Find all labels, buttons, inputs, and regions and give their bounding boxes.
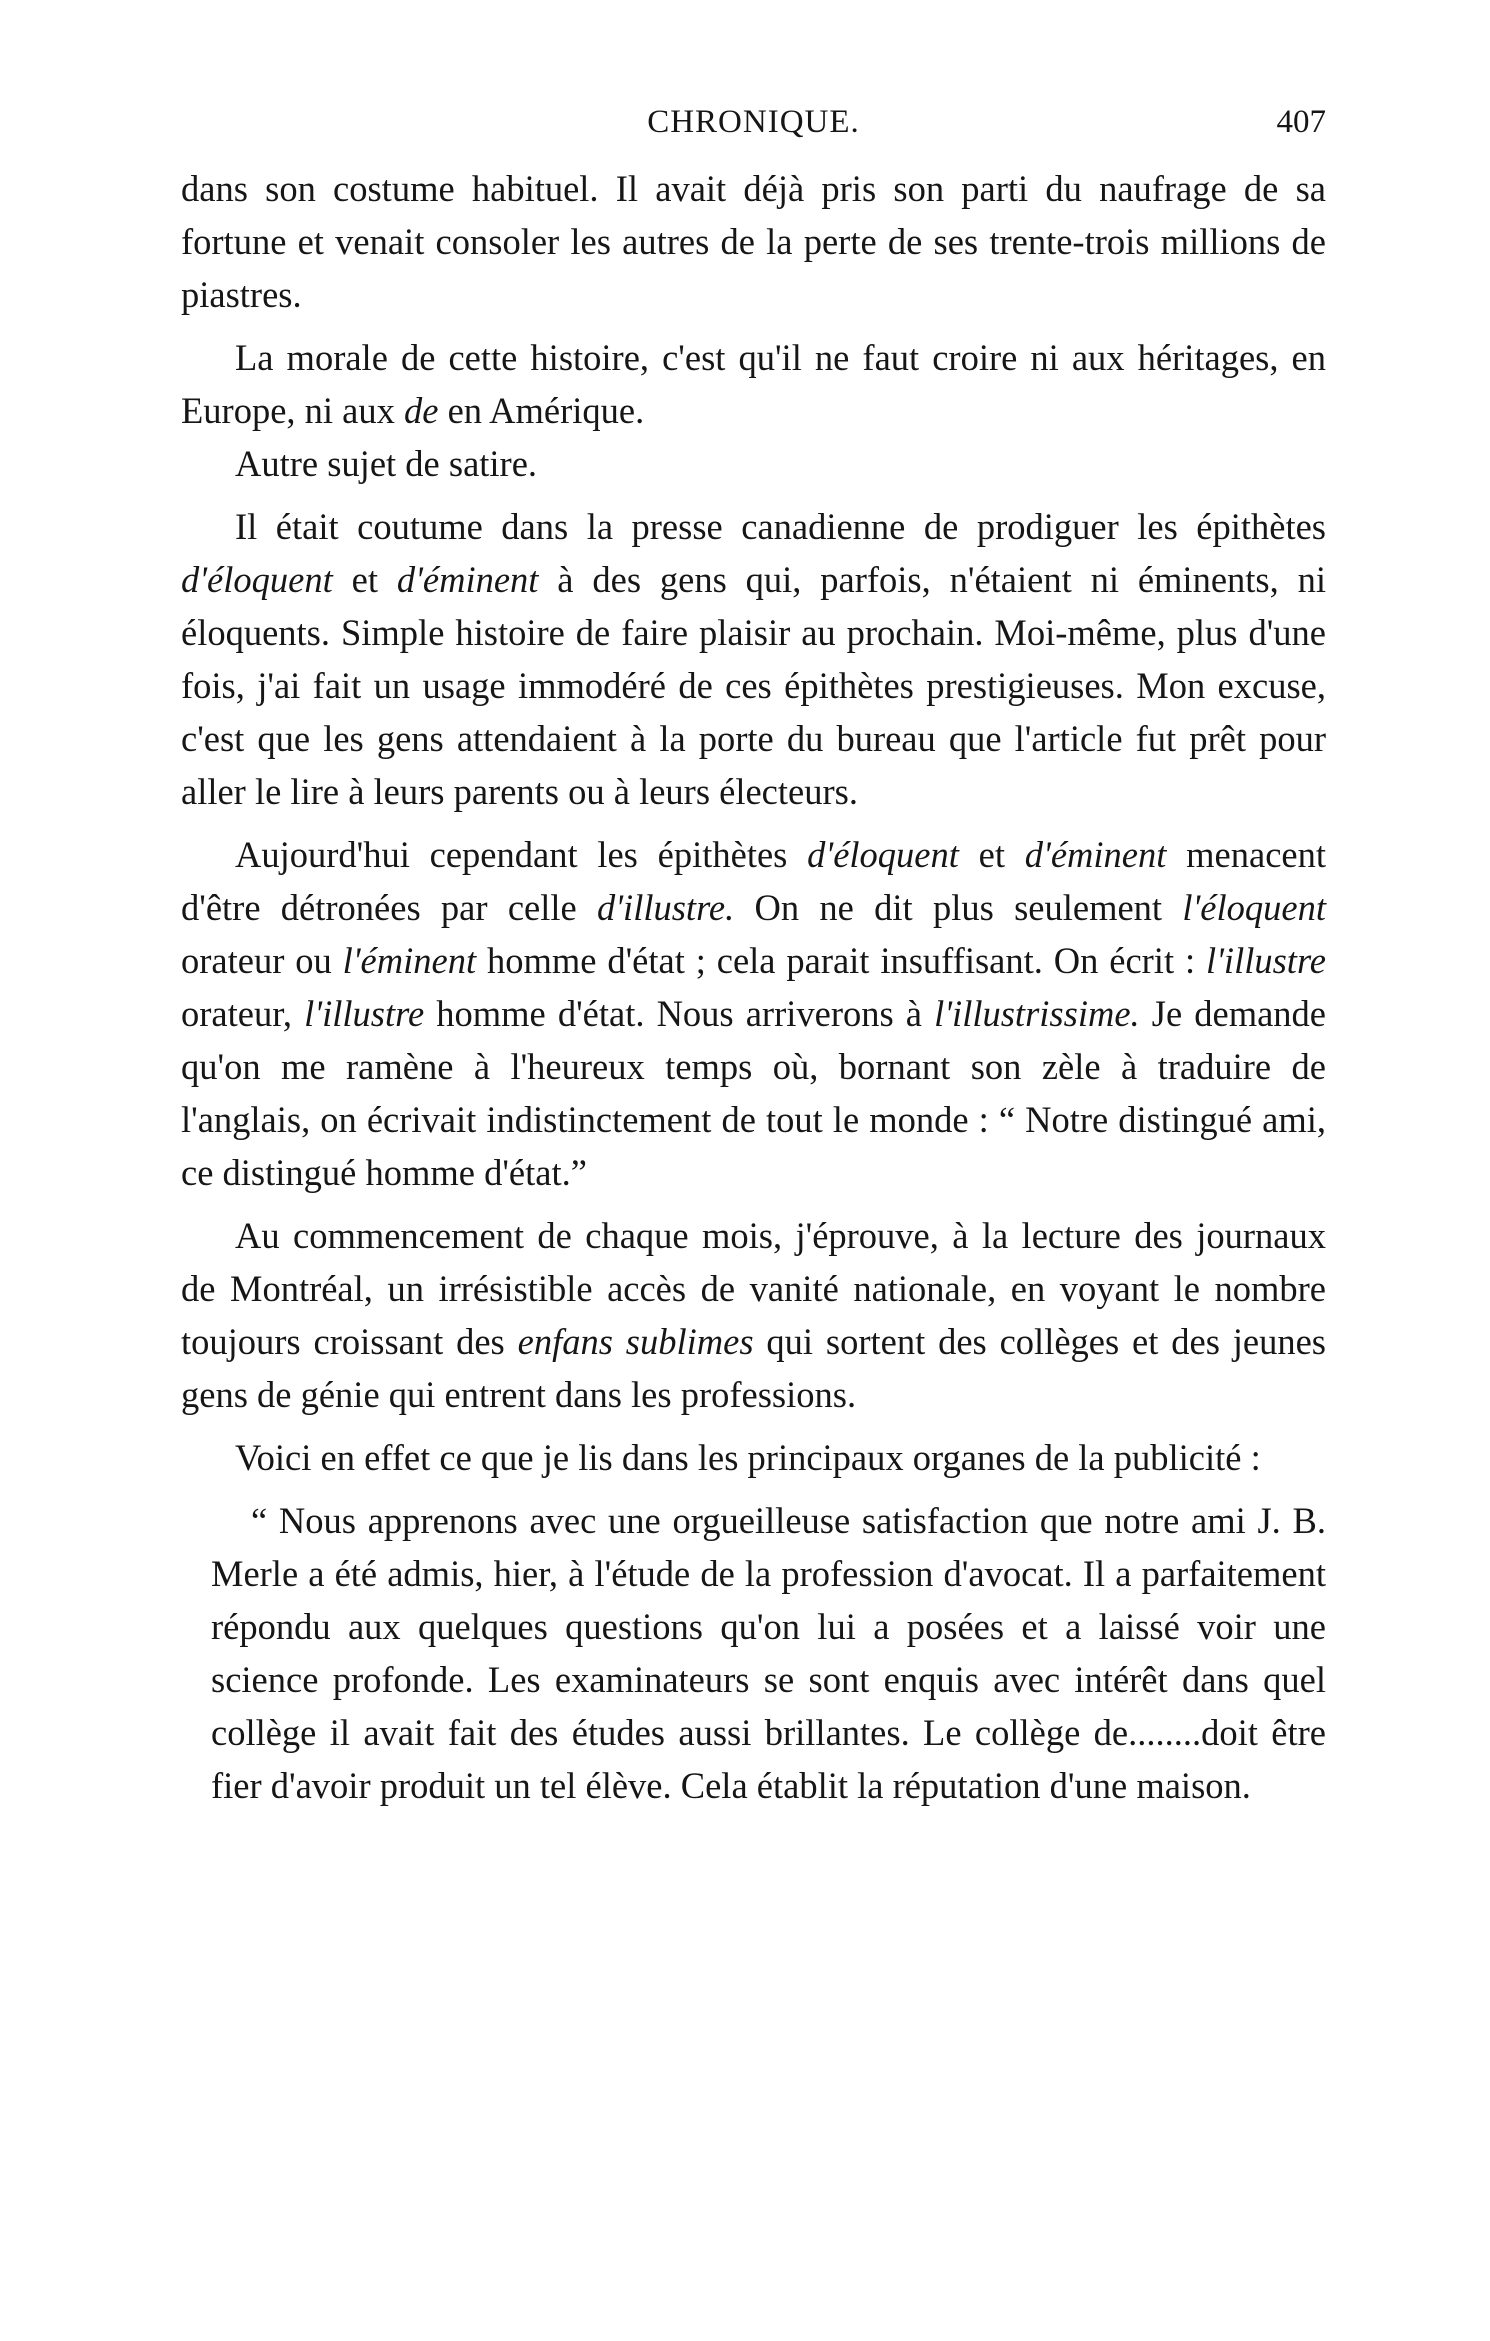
italic-run: l'illustre	[1205, 940, 1326, 981]
text-run: Voici en effet ce que je lis dans les principaux organes de la publicité :	[235, 1437, 1261, 1478]
text-run: homme d'état ; cela parait insuffisant. On écrit :	[476, 940, 1206, 981]
paragraph	[181, 828, 1326, 1199]
text-run: dans son costume habituel. Il avait déjà pris son parti du naufrage de sa fortune et venait consoler les autres de la perte de ses trente-trois millions de piastres.	[181, 168, 1326, 315]
text-run: en Amérique.	[438, 390, 645, 431]
italic-run: d'éminent	[396, 559, 539, 600]
text-run: à des gens qui, parfois, n'étaient ni éminents, ni éloquents. Simple histoire de faire plaisir au prochain. Moi-même, plus d'une fois, j'ai fait un usage immodéré de ces épithètes prestigieuses. Mon excuse, c'est que les gens attendaient à la porte du bureau que l'article fut prêt pour aller le lire à leurs parents ou à leurs électeurs.	[181, 559, 1327, 812]
paragraph	[181, 162, 1326, 321]
italic-run: l'éminent	[342, 940, 477, 981]
italic-run: l'éloquent	[1182, 887, 1326, 928]
text-run: orateur,	[181, 993, 305, 1034]
text-run: La morale de cette histoire, c'est qu'il ne faut croire ni aux héritages, en Europe, ni aux	[181, 337, 1326, 431]
text-run: On ne dit plus seulement	[734, 887, 1183, 928]
text-run: Aujourd'hui cependant les épithètes	[235, 834, 808, 875]
italic-run: d'éloquent	[807, 834, 959, 875]
text-run: qui sortent des collèges et des jeunes gens de génie qui entrent dans les professions.	[181, 1321, 1327, 1415]
paragraph	[181, 437, 1326, 490]
body-text	[181, 162, 1326, 1812]
page-header	[181, 98, 1326, 144]
text-run: homme d'état. Nous arriverons à	[424, 993, 935, 1034]
text-run: “ Nous apprenons avec une orgueilleuse satisfaction que notre ami J. B. Merle a été admis, hier, à l'étude de la profession d'avocat. Il a parfaitement répondu aux quelques questions qu'on lui a posées et a laissé voir une science profonde. Les examinateurs se sont enquis avec intérêt dans quel collège il avait fait des études aussi brillantes. Le collège de........doit être fier d'avoir produit un tel élève. Cela établit la réputation d'une maison.	[211, 1500, 1326, 1806]
paragraph	[181, 331, 1326, 437]
italic-run: l'illustrissime.	[934, 993, 1140, 1034]
text-run: et	[332, 559, 397, 600]
paragraph	[181, 1209, 1326, 1421]
text-run: et	[958, 834, 1025, 875]
italic-run: l'illustre	[304, 993, 425, 1034]
running-title: CHRONIQUE.	[647, 104, 860, 140]
italic-run: d'éloquent	[181, 559, 333, 600]
text-run: Il était coutume dans la presse canadienne de prodiguer les épithètes	[235, 506, 1326, 547]
quoted-paragraph	[181, 1494, 1326, 1812]
text-run: menacent d'être détronées par celle	[181, 834, 1326, 928]
italic-run: d'éminent	[1024, 834, 1167, 875]
paragraph	[181, 1431, 1326, 1484]
italic-run: d'illustre.	[597, 887, 735, 928]
text-run: Autre sujet de satire.	[235, 443, 538, 484]
page-number: 407	[1276, 104, 1326, 140]
book-page	[181, 98, 1326, 1812]
paragraph	[181, 500, 1326, 818]
text-run: Je demande qu'on me ramène à l'heureux temps où, bornant son zèle à traduire de l'anglais, on écrivait indistinctement de tout le monde : “ Notre distingué ami, ce distingué homme d'état.”	[181, 993, 1327, 1193]
italic-run: enfans sublimes	[517, 1321, 754, 1362]
italic-run: de	[404, 390, 439, 431]
text-run: Au commencement de chaque mois, j'éprouve, à la lecture des journaux de Montréal, un irrésistible accès de vanité nationale, en voyant le nombre toujours croissant des	[181, 1215, 1326, 1362]
text-run: orateur ou	[181, 940, 343, 981]
